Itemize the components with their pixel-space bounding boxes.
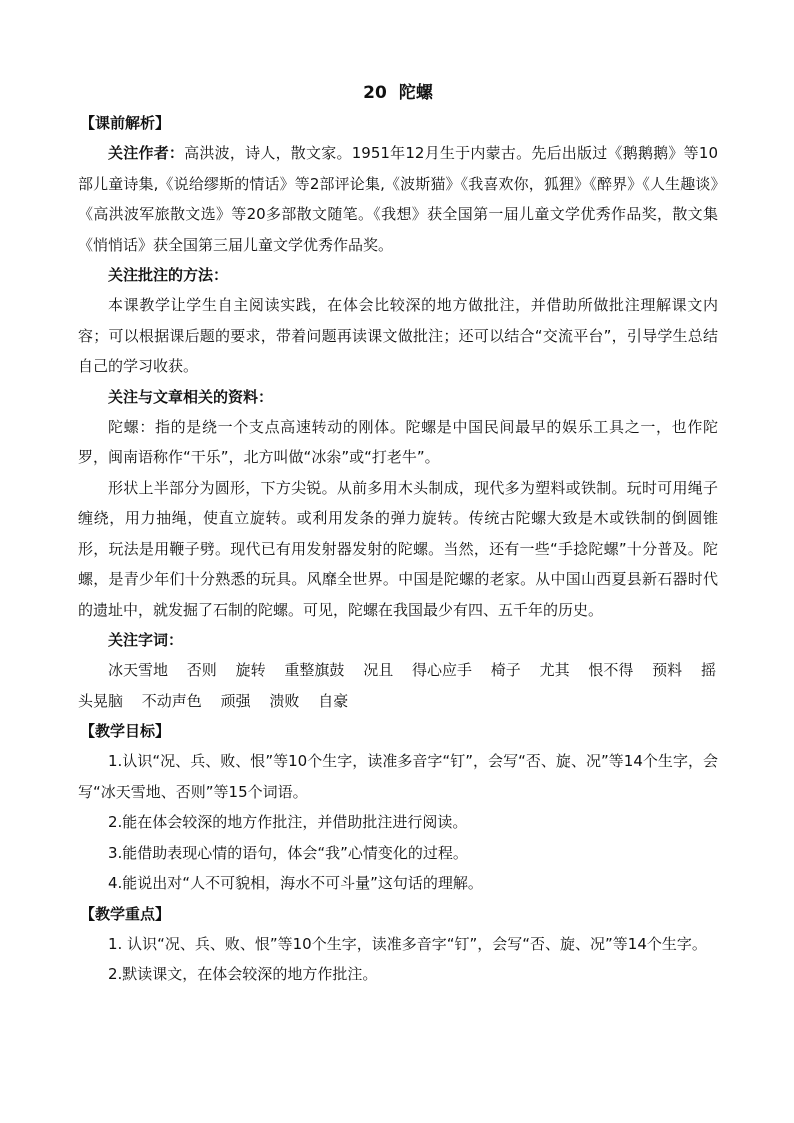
goal-item: 3.能借助表现心情的语句，体会“我”心情变化的过程。 bbox=[108, 843, 468, 862]
word-item: 尤其 bbox=[539, 661, 570, 679]
word-item: 旋转 bbox=[235, 661, 266, 679]
info-paragraph-2: 形状上半部分为圆形，下方尖锐。从前多用木头制成，现代多为塑料或铁制。玩时可用绳子缠绕，用力抽绳，使直立旋转。或利用发条的弹力旋转。传统古陀螺大致是木或铁制的倒圆锥形，玩法是用鞭子劈。现代已有用发射器发射的陀螺。当然，还有一些“手捻陀螺”十分普及。陀螺，是青少年们十分熟悉的玩具。风靡全世界。中国是陀螺的老家。从中国山西夏县新石器时代的遗址中，就发掘了石制的陀螺。可见，陀螺在我国最少有四、五千年的历史。 bbox=[78, 478, 718, 619]
section-heading-analysis: 【课前解析】 bbox=[80, 114, 171, 132]
lesson-number: 20 bbox=[363, 83, 387, 103]
author-paragraph bbox=[78, 138, 718, 260]
word-item: 况且 bbox=[363, 661, 394, 679]
method-heading: 关注批注的方法： bbox=[108, 266, 229, 284]
word-list bbox=[78, 655, 718, 716]
word-item: 椅子 bbox=[490, 661, 521, 679]
word-item: 得心应手 bbox=[411, 661, 472, 679]
word-item: 重整旗鼓 bbox=[284, 661, 345, 679]
section-heading-key-points: 【教学重点】 bbox=[80, 904, 171, 923]
word-item: 摇头晃脑 bbox=[78, 661, 716, 710]
goal-item: 2.能在体会较深的地方作批注，并借助批注进行阅读。 bbox=[108, 813, 468, 831]
word-item: 溃败 bbox=[269, 691, 300, 710]
goal-item: 1.认识“况、兵、败、恨”等10个生字，读准多音字“钉”，会写“否、旋、况”等14个生字，会写“冰天雪地、否则”等15个词语。 bbox=[78, 752, 718, 801]
word-item: 不动声色 bbox=[141, 691, 202, 710]
goal-item: 4.能说出对“人不可貌相，海水不可斗量”这句话的理解。 bbox=[108, 874, 483, 892]
author-label: 关注作者： bbox=[108, 144, 185, 162]
word-item: 否则 bbox=[186, 661, 217, 679]
lesson-title bbox=[78, 78, 718, 108]
document-page bbox=[78, 78, 718, 990]
section-heading-goals: 【教学目标】 bbox=[80, 722, 171, 740]
lesson-title-text: 陀螺 bbox=[398, 83, 433, 103]
method-paragraph: 本课教学让学生自主阅读实践，在体会比较深的地方做批注，并借助所做批注理解课文内容；可以根据课后题的要求，带着问题再读课文做批注；还可以结合“交流平台”，引导学生总结自己的学习收获。 bbox=[78, 296, 718, 375]
info-heading: 关注与文章相关的资料： bbox=[108, 387, 274, 406]
words-heading: 关注字词： bbox=[108, 631, 184, 649]
key-point-item: 1. 认识“况、兵、败、恨”等10个生字，读准多音字“钉”，会写“否、旋、况”等14个生字。 bbox=[108, 934, 707, 953]
author-text: 高洪波，诗人，散文家。1951年12月生于内蒙古。先后出版过《鹅鹅鹅》等10部儿童诗集,《说给缪斯的情话》等2部评论集,《波斯猫》《我喜欢你，狐狸》《醉界》《人生趣谈》《高洪波军旅散文选》等20多部散文随笔。《我想》获全国第一届儿童文学优秀作品奖，散文集《悄悄话》获全国第三届儿童文学优秀作品奖。 bbox=[78, 144, 718, 254]
word-item: 冰天雪地 bbox=[108, 661, 169, 679]
word-item: 自豪 bbox=[318, 691, 349, 710]
word-item: 预料 bbox=[652, 661, 683, 679]
word-item: 顽强 bbox=[220, 691, 251, 710]
info-paragraph-1: 陀螺：指的是绕一个支点高速转动的刚体。陀螺是中国民间最早的娱乐工具之一，也作陀罗，闽南语称作“干乐”，北方叫做“冰尜”或“打老牛”。 bbox=[78, 417, 718, 466]
word-item: 恨不得 bbox=[588, 661, 634, 679]
key-point-item: 2.默读课文，在体会较深的地方作批注。 bbox=[108, 965, 378, 983]
